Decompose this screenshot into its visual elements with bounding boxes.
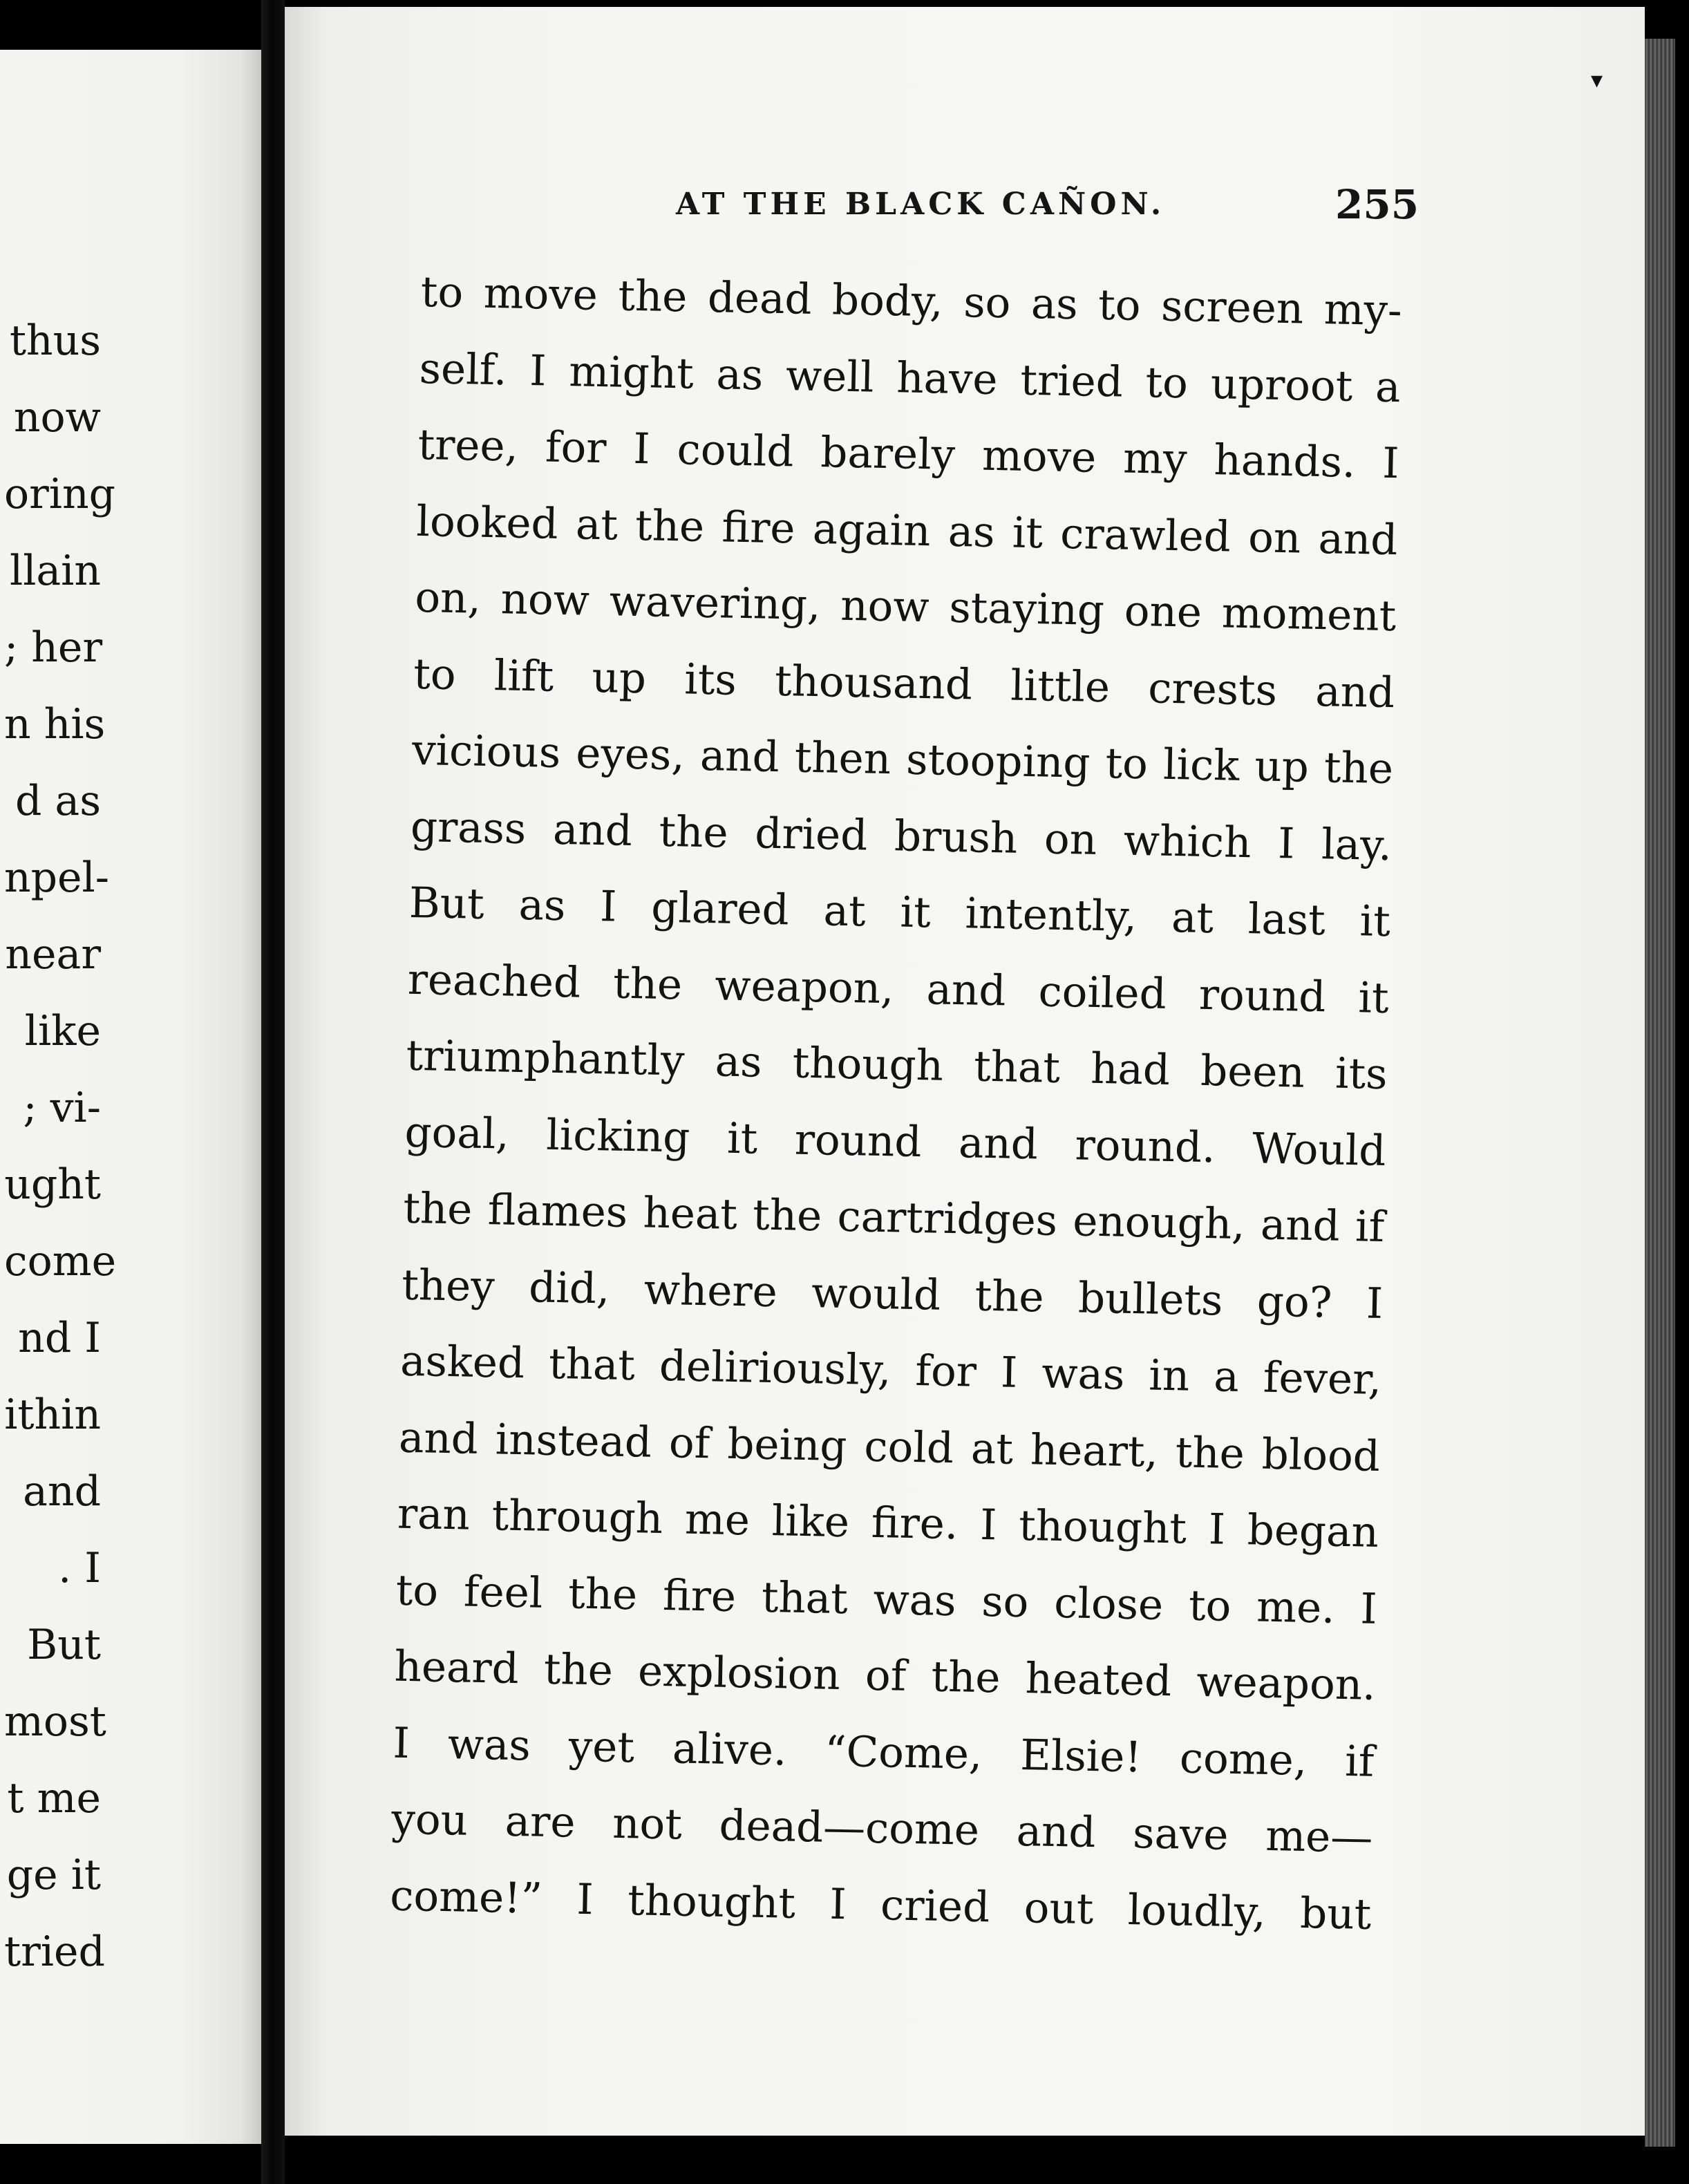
left-line: d as <box>15 777 101 825</box>
page-edge <box>1645 39 1675 2147</box>
text-line: the flames heat the cartridges enough, and if <box>402 1183 1385 1252</box>
body-text <box>389 254 1402 1953</box>
left-line: nd I <box>18 1314 101 1362</box>
text-line: asked that deliriously, for I was in a fever, <box>399 1336 1382 1404</box>
text-line: and instead of being cold at heart, the blood <box>398 1413 1381 1481</box>
left-line: ught <box>4 1160 101 1209</box>
left-line: n his <box>4 700 106 749</box>
left-line: t me <box>7 1774 101 1823</box>
left-line: oring <box>4 470 116 518</box>
text-line: grass and the dried brush on which I lay. <box>410 802 1393 870</box>
text-line: on, now wavering, now staying one moment <box>414 572 1397 641</box>
left-line: ithin <box>4 1391 101 1439</box>
text-line: I was yet alive. “Come, Elsie! come, if <box>392 1718 1375 1787</box>
left-line: But <box>27 1621 101 1669</box>
text-line: you are not dead—come and save me— <box>390 1794 1373 1863</box>
left-line: most <box>4 1697 106 1746</box>
text-line: triumphantly as though that had been its <box>406 1030 1388 1100</box>
text-line: tree, for I could barely move my hands. I <box>417 420 1400 489</box>
text-line: reached the weapon, and coiled round it <box>407 954 1390 1023</box>
text-line: self. I might as well have tried to uproot a <box>419 343 1402 412</box>
left-line: . I <box>58 1544 101 1592</box>
left-line: near <box>5 930 101 979</box>
text-line: they did, where would the bullets go? I <box>401 1260 1384 1328</box>
left-line: ; vi- <box>23 1084 101 1132</box>
text-line: ran through me like fire. I thought I began <box>397 1489 1379 1557</box>
text-line: to move the dead body, so as to screen my- <box>420 267 1403 336</box>
text-line: to lift up its thousand little crests and <box>413 649 1395 717</box>
left-line: and <box>23 1467 101 1516</box>
text-line: looked at the fire again as it crawled on and <box>415 496 1399 565</box>
left-page-text <box>4 303 117 1990</box>
text-line: come!” I thought I cried out loudly, but <box>389 1871 1372 1939</box>
left-line: ; her <box>4 623 103 672</box>
text-line: vicious eyes, and then stooping to lick up the <box>411 725 1394 794</box>
left-line: thus <box>9 317 101 365</box>
left-facing-page <box>0 50 261 2144</box>
left-line: ge it <box>6 1851 101 1899</box>
left-line: tried <box>4 1928 105 1976</box>
text-line: goal, licking it round and round. Would <box>404 1107 1387 1176</box>
left-line: now <box>13 393 101 442</box>
left-line: come <box>4 1237 117 1286</box>
left-line: npel- <box>4 854 110 902</box>
running-head: AT THE BLACK CAÑON. <box>676 187 1166 222</box>
text-line: heard the explosion of the heated weapon. <box>394 1641 1377 1710</box>
left-line: llain <box>10 547 101 595</box>
ink-mark-icon: ▾ <box>1591 66 1603 94</box>
left-line: like <box>24 1007 101 1055</box>
text-line: to feel the fire that was so close to me. I <box>395 1565 1378 1634</box>
page-number: 255 <box>1335 181 1419 228</box>
book-gutter <box>261 0 285 2184</box>
text-line: But as I glared at it intently, at last it <box>408 878 1391 947</box>
